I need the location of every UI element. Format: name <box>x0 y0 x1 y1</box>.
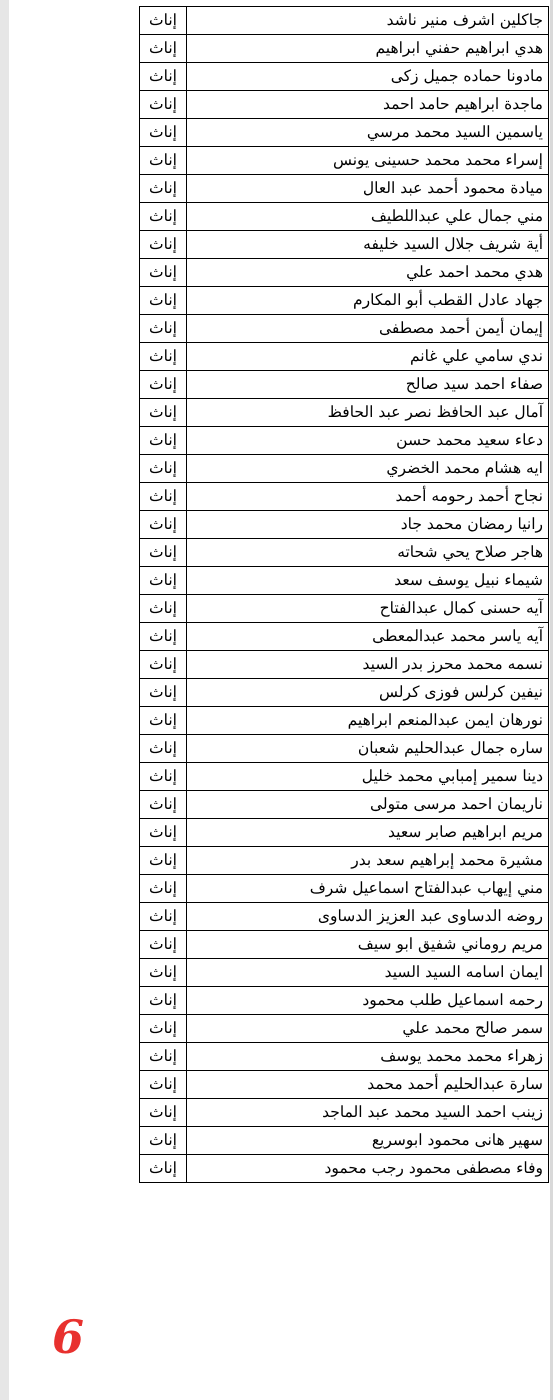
table-row <box>140 63 549 91</box>
gender-cell: إناث <box>140 427 187 455</box>
table-row <box>140 847 549 875</box>
table-row <box>140 7 549 35</box>
name-cell: ندي سامي علي غانم <box>187 343 549 371</box>
table-row <box>140 1155 549 1183</box>
name-cell: هاجر صلاح يحي شحاته <box>187 539 549 567</box>
table-row <box>140 959 549 987</box>
table-row <box>140 987 549 1015</box>
gender-cell: إناث <box>140 1155 187 1183</box>
gender-cell: إناث <box>140 231 187 259</box>
name-cell: دعاء سعيد محمد حسن <box>187 427 549 455</box>
name-cell: شيماء نبيل يوسف سعد <box>187 567 549 595</box>
name-cell: إسراء محمد محمد حسينى يونس <box>187 147 549 175</box>
table-row <box>140 203 549 231</box>
table-row <box>140 595 549 623</box>
gender-cell: إناث <box>140 1127 187 1155</box>
table-row <box>140 483 549 511</box>
name-cell: سمر صالح محمد علي <box>187 1015 549 1043</box>
gender-cell: إناث <box>140 399 187 427</box>
name-cell: ايه هشام محمد الخضري <box>187 455 549 483</box>
gender-cell: إناث <box>140 651 187 679</box>
gender-cell: إناث <box>140 1043 187 1071</box>
table-row <box>140 511 549 539</box>
table-row <box>140 903 549 931</box>
left-margin-strip <box>0 0 9 1400</box>
name-cell: آيه ياسر محمد عبدالمعطى <box>187 623 549 651</box>
names-table-body <box>140 7 549 1183</box>
name-cell: زهراء محمد محمد يوسف <box>187 1043 549 1071</box>
gender-cell: إناث <box>140 875 187 903</box>
table-row <box>140 623 549 651</box>
table-row <box>140 1127 549 1155</box>
gender-cell: إناث <box>140 371 187 399</box>
gender-cell: إناث <box>140 511 187 539</box>
gender-cell: إناث <box>140 595 187 623</box>
gender-cell: إناث <box>140 1071 187 1099</box>
gender-cell: إناث <box>140 63 187 91</box>
table-row <box>140 455 549 483</box>
name-cell: مشيرة محمد إبراهيم سعد بدر <box>187 847 549 875</box>
names-table <box>139 6 549 1183</box>
gender-cell: إناث <box>140 35 187 63</box>
name-cell: روضه الدساوى عبد العزيز الدساوى <box>187 903 549 931</box>
name-cell: مني إيهاب عبدالفتاح اسماعيل شرف <box>187 875 549 903</box>
name-cell: نيفين كرلس فوزى كرلس <box>187 679 549 707</box>
name-cell: ميادة محمود أحمد عبد العال <box>187 175 549 203</box>
table-row <box>140 91 549 119</box>
table-row <box>140 35 549 63</box>
gender-cell: إناث <box>140 567 187 595</box>
gender-cell: إناث <box>140 1099 187 1127</box>
table-row <box>140 1071 549 1099</box>
gender-cell: إناث <box>140 455 187 483</box>
table-row <box>140 119 549 147</box>
table-row <box>140 427 549 455</box>
gender-cell: إناث <box>140 903 187 931</box>
table-row <box>140 1015 549 1043</box>
name-cell: ناريمان احمد مرسى متولى <box>187 791 549 819</box>
gender-cell: إناث <box>140 483 187 511</box>
gender-cell: إناث <box>140 791 187 819</box>
name-cell: مني جمال علي عبداللطيف <box>187 203 549 231</box>
table-row <box>140 371 549 399</box>
table-row <box>140 343 549 371</box>
table-row <box>140 1043 549 1071</box>
table-row <box>140 791 549 819</box>
name-cell: آمال عبد الحافظ نصر عبد الحافظ <box>187 399 549 427</box>
name-cell: رحمه اسماعيل طلب محمود <box>187 987 549 1015</box>
table-row <box>140 763 549 791</box>
table-row <box>140 231 549 259</box>
name-cell: نجاح أحمد رحومه أحمد <box>187 483 549 511</box>
gender-cell: إناث <box>140 959 187 987</box>
name-cell: أية شريف جلال السيد خليفه <box>187 231 549 259</box>
table-row <box>140 287 549 315</box>
gender-cell: إناث <box>140 847 187 875</box>
table-row <box>140 875 549 903</box>
table-row <box>140 147 549 175</box>
name-cell: مريم ابراهيم صابر سعيد <box>187 819 549 847</box>
gender-cell: إناث <box>140 539 187 567</box>
table-row <box>140 567 549 595</box>
name-cell: إيمان أيمن أحمد مصطفى <box>187 315 549 343</box>
gender-cell: إناث <box>140 259 187 287</box>
gender-cell: إناث <box>140 7 187 35</box>
gender-cell: إناث <box>140 287 187 315</box>
gender-cell: إناث <box>140 987 187 1015</box>
name-cell: نورهان ايمن عبدالمنعم ابراهيم <box>187 707 549 735</box>
gender-cell: إناث <box>140 735 187 763</box>
gender-cell: إناث <box>140 315 187 343</box>
gender-cell: إناث <box>140 931 187 959</box>
gender-cell: إناث <box>140 679 187 707</box>
name-cell: ساره جمال عبدالحليم شعبان <box>187 735 549 763</box>
name-cell: زينب احمد السيد محمد عبد الماجد <box>187 1099 549 1127</box>
name-cell: وفاء مصطفى محمود رجب محمود <box>187 1155 549 1183</box>
name-cell: سهير هانى محمود ابوسريع <box>187 1127 549 1155</box>
name-cell: هدي ابراهيم حفني ابراهيم <box>187 35 549 63</box>
gender-cell: إناث <box>140 203 187 231</box>
table-row <box>140 707 549 735</box>
name-cell: ماجدة ابراهيم حامد احمد <box>187 91 549 119</box>
gender-cell: إناث <box>140 623 187 651</box>
table-row <box>140 315 549 343</box>
gender-cell: إناث <box>140 1015 187 1043</box>
table-row <box>140 819 549 847</box>
name-cell: آيه حسنى كمال عبدالفتاح <box>187 595 549 623</box>
name-cell: مادونا حماده جميل زكى <box>187 63 549 91</box>
table-row <box>140 1099 549 1127</box>
name-cell: هدي محمد احمد علي <box>187 259 549 287</box>
gender-cell: إناث <box>140 91 187 119</box>
gender-cell: إناث <box>140 763 187 791</box>
name-cell: سارة عبدالحليم أحمد محمد <box>187 1071 549 1099</box>
name-cell: جاكلين اشرف منير ناشد <box>187 7 549 35</box>
name-cell: ياسمين السيد محمد مرسي <box>187 119 549 147</box>
table-row <box>140 931 549 959</box>
name-cell: رانيا رمضان محمد جاد <box>187 511 549 539</box>
table-row <box>140 399 549 427</box>
page-number: 6 <box>52 1310 85 1364</box>
table-row <box>140 735 549 763</box>
gender-cell: إناث <box>140 819 187 847</box>
name-cell: صفاء احمد سيد صالح <box>187 371 549 399</box>
gender-cell: إناث <box>140 119 187 147</box>
table-row <box>140 539 549 567</box>
table-row <box>140 651 549 679</box>
table-row <box>140 259 549 287</box>
name-cell: جهاد عادل القطب أبو المكارم <box>187 287 549 315</box>
table-row <box>140 679 549 707</box>
gender-cell: إناث <box>140 707 187 735</box>
gender-cell: إناث <box>140 343 187 371</box>
name-cell: نسمه محمد محرز بدر السيد <box>187 651 549 679</box>
table-row <box>140 175 549 203</box>
gender-cell: إناث <box>140 147 187 175</box>
name-cell: مريم روماني شفيق ابو سيف <box>187 931 549 959</box>
gender-cell: إناث <box>140 175 187 203</box>
name-cell: دينا سمير إمبابي محمد خليل <box>187 763 549 791</box>
name-cell: ايمان اسامه السيد السيد <box>187 959 549 987</box>
